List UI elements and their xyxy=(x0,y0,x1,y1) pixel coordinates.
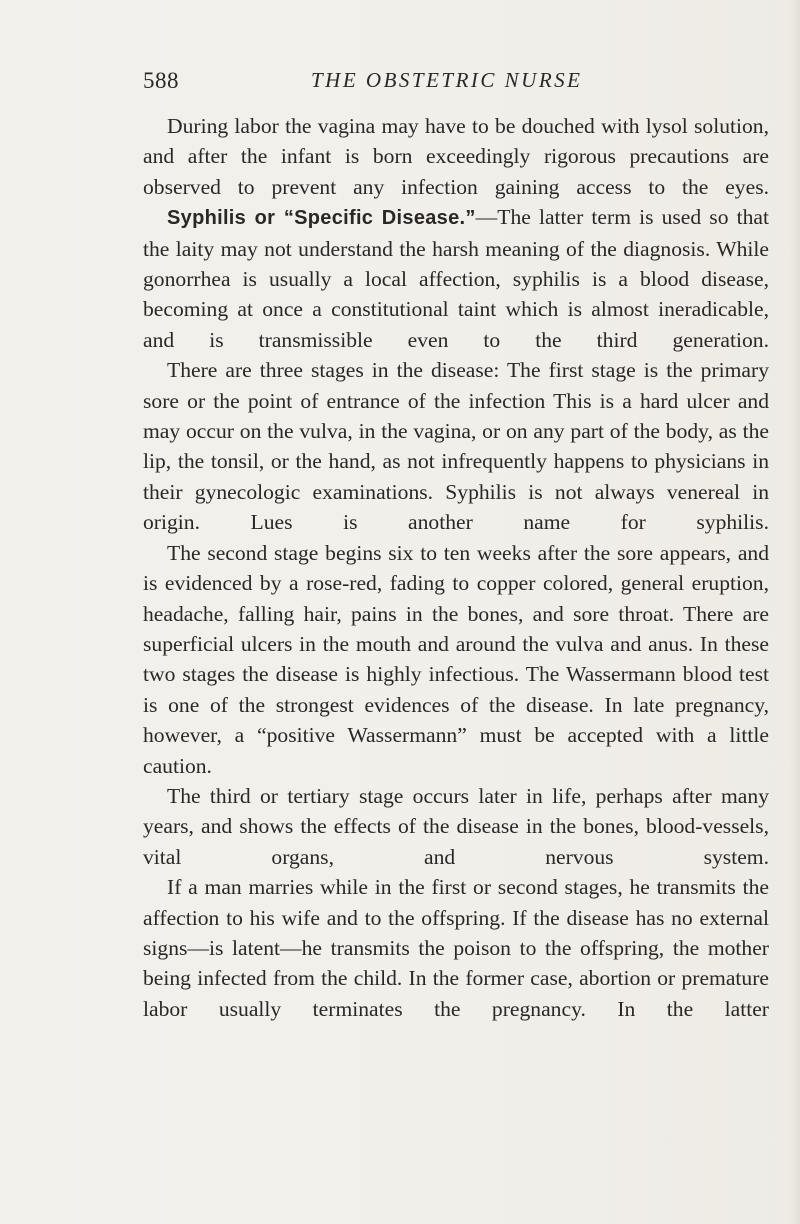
page-edge-shadow xyxy=(790,0,800,1224)
paragraph-syphilis-intro xyxy=(143,202,769,355)
paragraph-transmission xyxy=(143,872,769,1024)
paragraph-second-stage xyxy=(143,538,769,781)
paragraph-text: The third or tertiary stage occurs later in life, perhaps after many years, and shows the effects of the disease in the bones, blood-vessels, vital organs, and nervous system. xyxy=(143,783,769,869)
paragraph-first-stage xyxy=(143,355,769,537)
paragraph-text: The second stage begins six to ten weeks after the sore appears, and is evidenced by a rose-red, fading to copper colored, general eruption, headache, falling hair, pains in the bones, and sore throat. There are superficial ulcers in the mouth and around the vulva and anus. In these two stages the disease is highly infectious. The Wassermann blood test is one of the strongest evidences of the disease. In late pregnancy, however, a “positive Wassermann” must be accepted with a little caution. xyxy=(143,540,769,778)
paragraph-text: During labor the vagina may have to be douched with lysol solution, and after the infant is born exceedingly rigorous precautions are observed to prevent any infection gaining access to the eyes. xyxy=(143,114,769,199)
paragraph-third-stage xyxy=(143,781,769,872)
running-head xyxy=(143,68,773,102)
paragraph-text: There are three stages in the disease: The first stage is the primary sore or the point of entrance of the infection This is a hard ulcer and may occur on the vulva, in the vagina, or on any part of the body, as the lip, the tonsil, or the hand, as not infrequently happens to physicians in their gynecologic examinations. Syphilis is not always venereal in origin. Lues is another name for syphilis. xyxy=(143,358,769,535)
body-text xyxy=(143,111,769,1024)
paragraph-text: If a man marries while in the first or second stages, he transmits the affection to his wife and to the offspring. If the disease has no external signs—is latent—he transmits the poison to the offspring, the mother being infected from the child. In the former case, abortion or premature labor usually terminates the pregnancy. In the latter xyxy=(143,875,769,1021)
running-title: THE OBSTETRIC NURSE xyxy=(311,68,583,92)
paragraph-eye-precautions xyxy=(143,111,769,202)
paragraph-text: —The latter term is used so that the laity may not understand the harsh meaning of the diagnosis. While gonorrhea is usually a local affection, syphilis is a blood disease, becoming at once a constitutional taint which is almost ineradicable, and is transmissible even to the third generation. xyxy=(143,205,769,352)
section-heading-syphilis: Syphilis or “Specific Disease.” xyxy=(167,207,476,230)
page-number: 588 xyxy=(143,68,179,93)
